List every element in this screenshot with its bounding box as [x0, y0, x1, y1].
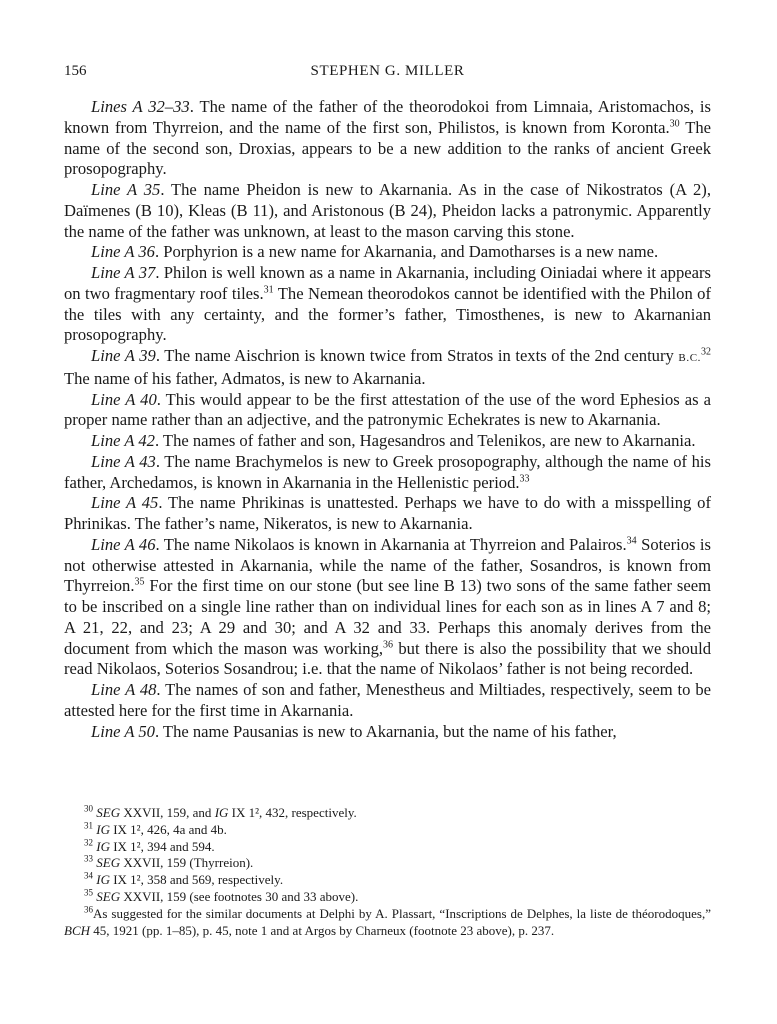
line-label: Line A 40 [91, 389, 157, 409]
footnote-ref: 36 [383, 638, 394, 650]
paragraph: Line A 42. The names of father and son, Hagesandros and Telenikos, are new to Akarnania. [91, 431, 696, 450]
paragraph: Line A 36. Porphyrion is a new name for Akarnania, and Damotharses is a new name. [91, 242, 659, 262]
paragraph: Line A 45. The name Phrikinas is unattested. Perhaps we have to do with a misspelling of Phrinikas. The father’s name, Nikeratos, is new to Akarnania. [64, 493, 711, 533]
footnote-ref: 32 [700, 346, 711, 358]
paragraph: Line A 46. The name Nikolaos is known in Akarnania at Thyrreion and Palairos.$^{34}$ Soterios is not otherwise attested in Akarnania, while the name of the father, Sosandros, is known from Thyrreion.$^{35}$ For the first time on our stone (but see line B 13) two sons of the same father seem to be inscribed on a single line rather than on individual lines for each son as in lines A 7 and 8; A 21, 22, and 23; A 29 and 30; and A 32 and 33. Perhaps this anomaly derives from the document from which the mason was working,$^{36}$ but there is also the possibility that we should read Nikolaos, Soterios Sosandrou; i.e. that the name of Nikolaos’ father is not being recorded. [64, 534, 711, 679]
line-label: Line A 48 [91, 680, 157, 699]
running-title: STEPHEN G. MILLER [310, 63, 465, 79]
line-label: Lines A 32–33 [91, 97, 190, 116]
footnotes [64, 805, 711, 939]
line-label: Line A 42 [91, 431, 155, 450]
footnote: $^{33}$ SEG XXVII, 159 (Thyrreion). [84, 854, 254, 871]
line-label: Line A 43 [91, 451, 156, 471]
paragraph: Line A 39. The name Aischrion is known twice from Stratos in texts of the 2nd century B.C.$^{32}$ The name of his father, Admatos, is new to Akarnania. [64, 346, 711, 388]
paragraph: Line A 50. The name Pausanias is new to Akarnania, but the name of his father, [91, 721, 617, 741]
footnote-ref: 33 [519, 472, 530, 484]
footnote-ref: 34 [626, 535, 637, 547]
page-header [64, 63, 711, 87]
paragraph: Lines A 32–33. The name of the father of the theorodokoi from Limnaia, Aristomachos, is known from Thyrreion, and the name of the first son, Philistos, is known from Koronta.$^{30}$ The name of the second son, Droxias, appears to be a new addition to the ranks of ancient Greek prosopography. [64, 97, 711, 179]
footnote-ref: 30 [669, 118, 680, 130]
line-label: Line A 46 [91, 534, 156, 554]
footnote: $^{34}$ IG IX 1², 358 and 569, respectively. [84, 870, 284, 888]
footnote: $^{35}$ SEG XXVII, 159 (see footnotes 30 and 33 above). [84, 887, 359, 904]
paragraph: Line A 48. The names of son and father, Menestheus and Miltiades, respectively, seem to be attested here for the first time in Akarnania. [64, 680, 711, 720]
footnote-ref: 31 [263, 284, 274, 296]
paragraph: Line A 40. This would appear to be the first attestation of the use of the word Ephesios as a proper name rather than an adjective, and the patronymic Echekrates is new to Akarnania. [64, 389, 712, 430]
line-label: Line A 36 [91, 242, 155, 262]
line-label: Line A 50 [91, 721, 155, 741]
page-number: 156 [64, 63, 87, 79]
footnote-ref: 35 [134, 576, 145, 588]
footnote: $^{32}$ IG IX 1², 394 and 594. [84, 837, 215, 854]
line-label: Line A 37 [91, 263, 156, 282]
paragraph: Line A 35. The name Pheidon is new to Akarnania. As in the case of Nikostratos (A 2), Daïmenes (B 10), Kleas (B 11), and Aristonous (B 24), Pheidon lacks a patronymic. Apparently the name of the father was unknown, at least to the mason carving this stone. [64, 180, 711, 241]
line-label: Line A 39 [91, 346, 156, 365]
paragraph: Line A 37. Philon is well known as a name in Akarnania, including Oiniadai where it appears on two fragmentary roof tiles.$^{31}$ The Nemean theorodokos cannot be identified with the Philon of the tiles with any certainty, and the former’s father, Timosthenes, is new to Akarnanian prosopography. [64, 263, 711, 345]
footnote: $^{36}$As suggested for the similar documents at Delphi by A. Plassart, “Inscriptions de Delphes, la liste de théorodoques,” BCH 45, 1921 (pp. 1–85), p. 45, note 1 and at Argos by Charneux (footnote 23 above), p. 237. [64, 904, 711, 938]
footnote: $^{31}$ IG IX 1², 426, 4a and 4b. [84, 820, 227, 837]
footnote: $^{30}$ SEG XXVII, 159, and IG IX 1², 432, respectively. [84, 803, 357, 820]
line-label: Line A 35 [91, 180, 161, 199]
paragraph: Line A 43. The name Brachymelos is new to Greek prosopography, although the name of his father, Archedamos, is known in Akarnania in the Hellenistic period.$^{33}$ [64, 451, 711, 492]
line-label: Line A 45 [91, 493, 159, 513]
body-text [64, 97, 711, 742]
